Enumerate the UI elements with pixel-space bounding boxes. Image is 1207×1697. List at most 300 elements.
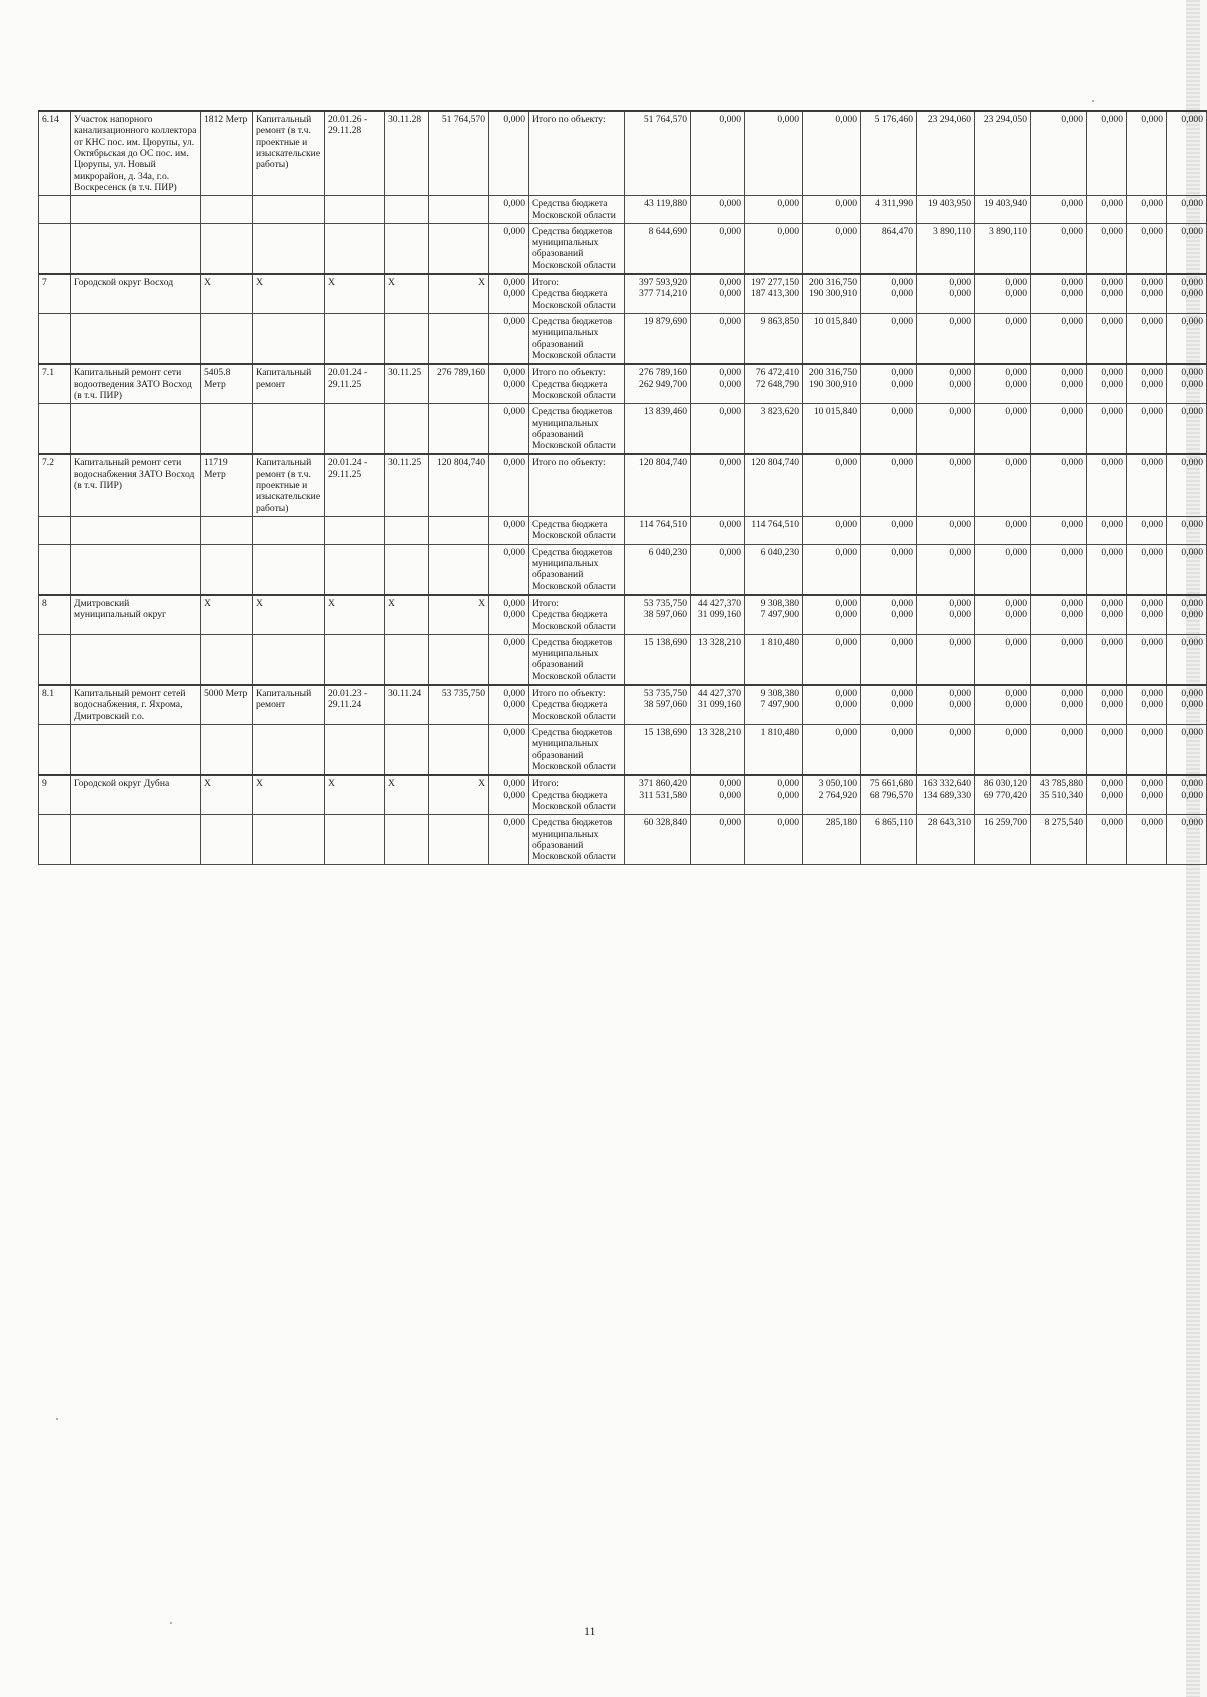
cell-dates xyxy=(325,404,385,455)
cell-y2025: 0,000 xyxy=(803,196,861,224)
cell-no xyxy=(39,314,71,365)
cell-no: 7.1 xyxy=(39,364,71,403)
cell-rest: 0,000 xyxy=(1167,196,1207,224)
cell-y2024: 76 472,410 72 648,790 xyxy=(745,364,803,403)
table-row xyxy=(39,454,1207,516)
cell-capacity: 5405.8 Метр xyxy=(201,364,253,403)
scan-speck xyxy=(1092,100,1094,102)
cell-cost xyxy=(429,725,489,776)
cell-y2028: 0,000 0,000 xyxy=(975,595,1031,634)
cell-funded: 0,000 xyxy=(489,196,529,224)
cell-name xyxy=(71,634,201,685)
cell-y2024: 0,000 xyxy=(745,815,803,865)
cell-y2025: 0,000 xyxy=(803,517,861,545)
cell-source: Итого: Средства бюджета Московской области xyxy=(529,595,625,634)
cell-source: Итого по объекту: Средства бюджета Московской области xyxy=(529,364,625,403)
cell-opening: Х xyxy=(385,274,429,313)
cell-y2029: 0,000 xyxy=(1031,634,1087,685)
cell-y2026: 5 176,460 xyxy=(861,111,917,196)
cell-y2024: 3 823,620 xyxy=(745,404,803,455)
cell-y2023: 0,000 xyxy=(691,404,745,455)
cell-y2029: 0,000 xyxy=(1031,517,1087,545)
cell-capacity xyxy=(201,544,253,595)
cell-y2031: 0,000 xyxy=(1127,454,1167,516)
cell-cost xyxy=(429,223,489,274)
cell-y2025: 10 015,840 xyxy=(803,314,861,365)
cell-work-type: Капитальный ремонт (в т.ч. проектные и изыскательские работы) xyxy=(253,454,325,516)
cell-name xyxy=(71,815,201,865)
cell-y2029: 0,000 xyxy=(1031,223,1087,274)
cell-rest: 0,000 xyxy=(1167,454,1207,516)
cell-dates: Х xyxy=(325,274,385,313)
cell-y2029: 0,000 0,000 xyxy=(1031,685,1087,724)
cell-y2027: 28 643,310 xyxy=(917,815,975,865)
cell-y2031: 0,000 xyxy=(1127,404,1167,455)
cell-y2027: 0,000 xyxy=(917,314,975,365)
cell-capacity xyxy=(201,223,253,274)
cell-y2027: 0,000 0,000 xyxy=(917,364,975,403)
cell-y2031: 0,000 0,000 xyxy=(1127,364,1167,403)
cell-rest: 0,000 0,000 xyxy=(1167,595,1207,634)
cell-y2029: 0,000 0,000 xyxy=(1031,595,1087,634)
cell-y2026: 0,000 0,000 xyxy=(861,685,917,724)
cell-y2031: 0,000 0,000 xyxy=(1127,775,1167,814)
cell-capacity: 11719 Метр xyxy=(201,454,253,516)
cell-funded: 0,000 xyxy=(489,404,529,455)
cell-capacity xyxy=(201,314,253,365)
cell-y2025: 0,000 0,000 xyxy=(803,685,861,724)
cell-dates: 20.01.24 - 29.11.25 xyxy=(325,364,385,403)
cell-y2029: 0,000 0,000 xyxy=(1031,274,1087,313)
cell-y2024: 0,000 xyxy=(745,196,803,224)
cell-y2023: 0,000 xyxy=(691,454,745,516)
cell-capacity xyxy=(201,517,253,545)
cell-y2031: 0,000 xyxy=(1127,223,1167,274)
cell-total: 120 804,740 xyxy=(625,454,691,516)
table-row xyxy=(39,634,1207,685)
cell-rest: 0,000 0,000 xyxy=(1167,775,1207,814)
cell-y2029: 0,000 xyxy=(1031,196,1087,224)
cell-total: 51 764,570 xyxy=(625,111,691,196)
cell-cost xyxy=(429,404,489,455)
cell-rest: 0,000 0,000 xyxy=(1167,685,1207,724)
cell-y2029: 43 785,880 35 510,340 xyxy=(1031,775,1087,814)
cell-total: 276 789,160 262 949,700 xyxy=(625,364,691,403)
cell-y2031: 0,000 xyxy=(1127,517,1167,545)
cell-total: 43 119,880 xyxy=(625,196,691,224)
cell-y2024: 6 040,230 xyxy=(745,544,803,595)
cell-opening xyxy=(385,196,429,224)
cell-y2031: 0,000 xyxy=(1127,111,1167,196)
cell-name xyxy=(71,314,201,365)
cell-work-type xyxy=(253,314,325,365)
cell-y2023: 0,000 xyxy=(691,314,745,365)
cell-y2028: 3 890,110 xyxy=(975,223,1031,274)
cell-funded: 0,000 0,000 xyxy=(489,775,529,814)
cell-source: Средства бюджета Московской области xyxy=(529,196,625,224)
cell-y2027: 19 403,950 xyxy=(917,196,975,224)
cell-dates xyxy=(325,725,385,776)
cell-y2025: 3 050,100 2 764,920 xyxy=(803,775,861,814)
cell-y2023: 0,000 xyxy=(691,111,745,196)
table-row xyxy=(39,685,1207,724)
table-row xyxy=(39,223,1207,274)
cell-y2029: 0,000 xyxy=(1031,454,1087,516)
budget-table xyxy=(38,110,1207,865)
cell-y2030: 0,000 xyxy=(1087,111,1127,196)
cell-y2027: 0,000 xyxy=(917,454,975,516)
cell-source: Средства бюджетов муниципальных образований Московской области xyxy=(529,544,625,595)
cell-y2027: 0,000 xyxy=(917,544,975,595)
cell-y2024: 9 308,380 7 497,900 xyxy=(745,685,803,724)
budget-table-body xyxy=(39,111,1207,865)
cell-work-type: Х xyxy=(253,274,325,313)
cell-y2026: 0,000 0,000 xyxy=(861,274,917,313)
cell-total: 8 644,690 xyxy=(625,223,691,274)
cell-work-type xyxy=(253,223,325,274)
cell-cost xyxy=(429,634,489,685)
cell-opening xyxy=(385,223,429,274)
cell-work-type xyxy=(253,404,325,455)
cell-y2026: 4 311,990 xyxy=(861,196,917,224)
cell-dates xyxy=(325,517,385,545)
cell-y2028: 16 259,700 xyxy=(975,815,1031,865)
cell-funded: 0,000 0,000 xyxy=(489,364,529,403)
cell-source: Средства бюджетов муниципальных образований Московской области xyxy=(529,725,625,776)
cell-y2024: 120 804,740 xyxy=(745,454,803,516)
cell-total: 53 735,750 38 597,060 xyxy=(625,595,691,634)
cell-y2030: 0,000 xyxy=(1087,454,1127,516)
cell-capacity xyxy=(201,404,253,455)
cell-no xyxy=(39,196,71,224)
cell-y2026: 0,000 xyxy=(861,314,917,365)
cell-funded: 0,000 xyxy=(489,725,529,776)
cell-rest: 0,000 xyxy=(1167,725,1207,776)
cell-opening xyxy=(385,517,429,545)
cell-funded: 0,000 xyxy=(489,517,529,545)
cell-no xyxy=(39,634,71,685)
cell-total: 60 328,840 xyxy=(625,815,691,865)
cell-y2026: 0,000 xyxy=(861,725,917,776)
cell-rest: 0,000 xyxy=(1167,634,1207,685)
cell-y2029: 0,000 xyxy=(1031,725,1087,776)
cell-work-type xyxy=(253,544,325,595)
cell-funded: 0,000 xyxy=(489,111,529,196)
cell-y2025: 200 316,750 190 300,910 xyxy=(803,364,861,403)
cell-rest: 0,000 xyxy=(1167,544,1207,595)
cell-y2027: 163 332,640 134 689,330 xyxy=(917,775,975,814)
cell-y2026: 0,000 xyxy=(861,544,917,595)
cell-y2030: 0,000 0,000 xyxy=(1087,274,1127,313)
cell-y2025: 0,000 xyxy=(803,544,861,595)
cell-no: 6.14 xyxy=(39,111,71,196)
cell-funded: 0,000 0,000 xyxy=(489,274,529,313)
cell-y2026: 6 865,110 xyxy=(861,815,917,865)
table-row xyxy=(39,595,1207,634)
cell-y2031: 0,000 xyxy=(1127,544,1167,595)
cell-source: Итого: Средства бюджета Московской области xyxy=(529,274,625,313)
cell-no xyxy=(39,725,71,776)
cell-y2028: 19 403,940 xyxy=(975,196,1031,224)
cell-y2027: 0,000 xyxy=(917,517,975,545)
cell-y2030: 0,000 xyxy=(1087,314,1127,365)
cell-capacity: Х xyxy=(201,775,253,814)
page-number: 11 xyxy=(584,1624,596,1638)
cell-y2028: 0,000 xyxy=(975,634,1031,685)
cell-dates xyxy=(325,196,385,224)
cell-name: Капитальный ремонт сетей водоснабжения, г. Яхрома, Дмитровский г.о. xyxy=(71,685,201,724)
cell-y2023: 13 328,210 xyxy=(691,634,745,685)
cell-y2023: 0,000 xyxy=(691,544,745,595)
cell-y2023: 13 328,210 xyxy=(691,725,745,776)
cell-source: Итого по объекту: xyxy=(529,454,625,516)
cell-no: 8 xyxy=(39,595,71,634)
table-row xyxy=(39,364,1207,403)
cell-y2024: 0,000 xyxy=(745,223,803,274)
cell-cost xyxy=(429,544,489,595)
cell-y2029: 0,000 xyxy=(1031,314,1087,365)
cell-y2028: 0,000 xyxy=(975,454,1031,516)
cell-y2023: 0,000 0,000 xyxy=(691,274,745,313)
cell-capacity: Х xyxy=(201,274,253,313)
cell-y2030: 0,000 xyxy=(1087,196,1127,224)
cell-y2028: 0,000 xyxy=(975,404,1031,455)
cell-y2028: 86 030,120 69 770,420 xyxy=(975,775,1031,814)
cell-capacity xyxy=(201,725,253,776)
cell-y2030: 0,000 0,000 xyxy=(1087,595,1127,634)
cell-y2030: 0,000 xyxy=(1087,517,1127,545)
table-row xyxy=(39,404,1207,455)
cell-source: Средства бюджетов муниципальных образований Московской области xyxy=(529,634,625,685)
cell-dates xyxy=(325,544,385,595)
cell-y2023: 0,000 xyxy=(691,223,745,274)
cell-rest: 0,000 xyxy=(1167,517,1207,545)
cell-cost xyxy=(429,517,489,545)
cell-rest: 0,000 xyxy=(1167,815,1207,865)
cell-y2027: 0,000 0,000 xyxy=(917,274,975,313)
cell-no: 8.1 xyxy=(39,685,71,724)
cell-name xyxy=(71,223,201,274)
cell-y2026: 75 661,680 68 796,570 xyxy=(861,775,917,814)
cell-y2031: 0,000 0,000 xyxy=(1127,595,1167,634)
cell-funded: 0,000 xyxy=(489,815,529,865)
cell-y2023: 0,000 0,000 xyxy=(691,775,745,814)
cell-capacity xyxy=(201,634,253,685)
cell-opening: Х xyxy=(385,775,429,814)
cell-y2025: 200 316,750 190 300,910 xyxy=(803,274,861,313)
cell-opening xyxy=(385,544,429,595)
cell-source: Итого по объекту: Средства бюджета Московской области xyxy=(529,685,625,724)
cell-y2026: 0,000 xyxy=(861,517,917,545)
scan-speck xyxy=(56,1418,58,1420)
cell-source: Средства бюджетов муниципальных образований Московской области xyxy=(529,815,625,865)
cell-no xyxy=(39,404,71,455)
cell-opening xyxy=(385,314,429,365)
cell-cost: 276 789,160 xyxy=(429,364,489,403)
cell-y2027: 0,000 xyxy=(917,634,975,685)
cell-dates: 20.01.26 - 29.11.28 xyxy=(325,111,385,196)
cell-cost: 53 735,750 xyxy=(429,685,489,724)
cell-work-type: Капитальный ремонт (в т.ч. проектные и изыскательские работы) xyxy=(253,111,325,196)
cell-y2030: 0,000 0,000 xyxy=(1087,775,1127,814)
cell-y2031: 0,000 0,000 xyxy=(1127,685,1167,724)
cell-opening xyxy=(385,404,429,455)
cell-total: 15 138,690 xyxy=(625,725,691,776)
cell-work-type: Капитальный ремонт xyxy=(253,685,325,724)
cell-rest: 0,000 0,000 xyxy=(1167,274,1207,313)
cell-name: Городской округ Дубна xyxy=(71,775,201,814)
cell-work-type: Капитальный ремонт xyxy=(253,364,325,403)
cell-y2024: 9 863,850 xyxy=(745,314,803,365)
cell-y2030: 0,000 xyxy=(1087,544,1127,595)
cell-work-type: Х xyxy=(253,595,325,634)
cell-y2030: 0,000 xyxy=(1087,815,1127,865)
cell-y2024: 197 277,150 187 413,300 xyxy=(745,274,803,313)
cell-dates xyxy=(325,815,385,865)
cell-rest: 0,000 0,000 xyxy=(1167,364,1207,403)
cell-y2031: 0,000 xyxy=(1127,314,1167,365)
cell-name: Капитальный ремонт сети водоснабжения ЗАТО Восход (в т.ч. ПИР) xyxy=(71,454,201,516)
cell-y2024: 0,000 xyxy=(745,111,803,196)
cell-y2028: 0,000 xyxy=(975,517,1031,545)
cell-opening: 30.11.28 xyxy=(385,111,429,196)
cell-y2030: 0,000 xyxy=(1087,634,1127,685)
cell-y2024: 0,000 0,000 xyxy=(745,775,803,814)
cell-opening: 30.11.25 xyxy=(385,364,429,403)
cell-capacity: 1812 Метр xyxy=(201,111,253,196)
cell-source: Средства бюджетов муниципальных образований Московской области xyxy=(529,223,625,274)
cell-y2027: 0,000 0,000 xyxy=(917,595,975,634)
cell-y2027: 0,000 xyxy=(917,725,975,776)
cell-opening: 30.11.25 xyxy=(385,454,429,516)
cell-y2025: 0,000 xyxy=(803,725,861,776)
cell-dates xyxy=(325,634,385,685)
cell-y2031: 0,000 0,000 xyxy=(1127,274,1167,313)
cell-funded: 0,000 xyxy=(489,454,529,516)
cell-capacity xyxy=(201,815,253,865)
cell-y2029: 8 275,540 xyxy=(1031,815,1087,865)
cell-y2030: 0,000 0,000 xyxy=(1087,685,1127,724)
cell-y2027: 23 294,060 xyxy=(917,111,975,196)
table-row xyxy=(39,815,1207,865)
cell-total: 371 860,420 311 531,580 xyxy=(625,775,691,814)
cell-total: 19 879,690 xyxy=(625,314,691,365)
table-row xyxy=(39,725,1207,776)
cell-opening xyxy=(385,815,429,865)
cell-y2023: 44 427,370 31 099,160 xyxy=(691,685,745,724)
cell-y2024: 9 308,380 7 497,900 xyxy=(745,595,803,634)
cell-y2024: 1 810,480 xyxy=(745,725,803,776)
cell-funded: 0,000 0,000 xyxy=(489,595,529,634)
cell-total: 53 735,750 38 597,060 xyxy=(625,685,691,724)
cell-y2025: 0,000 xyxy=(803,223,861,274)
cell-y2030: 0,000 xyxy=(1087,223,1127,274)
cell-dates: 20.01.23 - 29.11.24 xyxy=(325,685,385,724)
budget-table-wrapper xyxy=(38,110,1203,1580)
cell-y2024: 114 764,510 xyxy=(745,517,803,545)
table-row xyxy=(39,274,1207,313)
table-row xyxy=(39,775,1207,814)
cell-name xyxy=(71,196,201,224)
scan-speck xyxy=(170,1622,172,1624)
cell-y2031: 0,000 xyxy=(1127,725,1167,776)
cell-total: 13 839,460 xyxy=(625,404,691,455)
cell-y2027: 0,000 0,000 xyxy=(917,685,975,724)
cell-cost: 51 764,570 xyxy=(429,111,489,196)
cell-y2023: 0,000 0,000 xyxy=(691,364,745,403)
cell-work-type xyxy=(253,634,325,685)
cell-rest: 0,000 xyxy=(1167,314,1207,365)
cell-source: Средства бюджетов муниципальных образований Московской области xyxy=(529,404,625,455)
cell-capacity xyxy=(201,196,253,224)
cell-source: Средства бюджета Московской области xyxy=(529,517,625,545)
cell-dates: 20.01.24 - 29.11.25 xyxy=(325,454,385,516)
cell-y2023: 0,000 xyxy=(691,815,745,865)
cell-y2028: 23 294,050 xyxy=(975,111,1031,196)
cell-y2026: 0,000 xyxy=(861,454,917,516)
cell-y2029: 0,000 xyxy=(1031,404,1087,455)
cell-y2031: 0,000 xyxy=(1127,815,1167,865)
cell-opening: 30.11.24 xyxy=(385,685,429,724)
table-row xyxy=(39,517,1207,545)
cell-no xyxy=(39,223,71,274)
cell-source: Средства бюджетов муниципальных образований Московской области xyxy=(529,314,625,365)
cell-work-type xyxy=(253,815,325,865)
cell-funded: 0,000 xyxy=(489,634,529,685)
cell-cost xyxy=(429,196,489,224)
cell-name: Капитальный ремонт сети водоотведения ЗАТО Восход (в т.ч. ПИР) xyxy=(71,364,201,403)
cell-y2030: 0,000 0,000 xyxy=(1087,364,1127,403)
cell-y2028: 0,000 xyxy=(975,314,1031,365)
cell-opening xyxy=(385,725,429,776)
cell-dates: Х xyxy=(325,775,385,814)
table-row xyxy=(39,314,1207,365)
cell-work-type xyxy=(253,196,325,224)
cell-cost: Х xyxy=(429,595,489,634)
cell-no xyxy=(39,815,71,865)
cell-no xyxy=(39,517,71,545)
cell-source: Итого: Средства бюджета Московской области xyxy=(529,775,625,814)
cell-funded: 0,000 xyxy=(489,314,529,365)
cell-y2028: 0,000 xyxy=(975,725,1031,776)
cell-y2025: 0,000 0,000 xyxy=(803,595,861,634)
cell-y2026: 864,470 xyxy=(861,223,917,274)
cell-y2025: 0,000 xyxy=(803,454,861,516)
cell-y2028: 0,000 xyxy=(975,544,1031,595)
cell-total: 15 138,690 xyxy=(625,634,691,685)
cell-y2025: 0,000 xyxy=(803,634,861,685)
cell-name xyxy=(71,544,201,595)
table-row xyxy=(39,196,1207,224)
cell-source: Итого по объекту: xyxy=(529,111,625,196)
cell-cost: 120 804,740 xyxy=(429,454,489,516)
cell-y2031: 0,000 xyxy=(1127,196,1167,224)
table-row xyxy=(39,111,1207,196)
cell-y2025: 10 015,840 xyxy=(803,404,861,455)
cell-work-type xyxy=(253,517,325,545)
cell-name xyxy=(71,725,201,776)
cell-capacity: 5000 Метр xyxy=(201,685,253,724)
cell-total: 397 593,920 377 714,210 xyxy=(625,274,691,313)
cell-work-type xyxy=(253,725,325,776)
cell-opening: Х xyxy=(385,595,429,634)
cell-work-type: Х xyxy=(253,775,325,814)
cell-name: Городской округ Восход xyxy=(71,274,201,313)
cell-funded: 0,000 xyxy=(489,223,529,274)
cell-y2023: 0,000 xyxy=(691,196,745,224)
cell-total: 6 040,230 xyxy=(625,544,691,595)
cell-y2025: 285,180 xyxy=(803,815,861,865)
